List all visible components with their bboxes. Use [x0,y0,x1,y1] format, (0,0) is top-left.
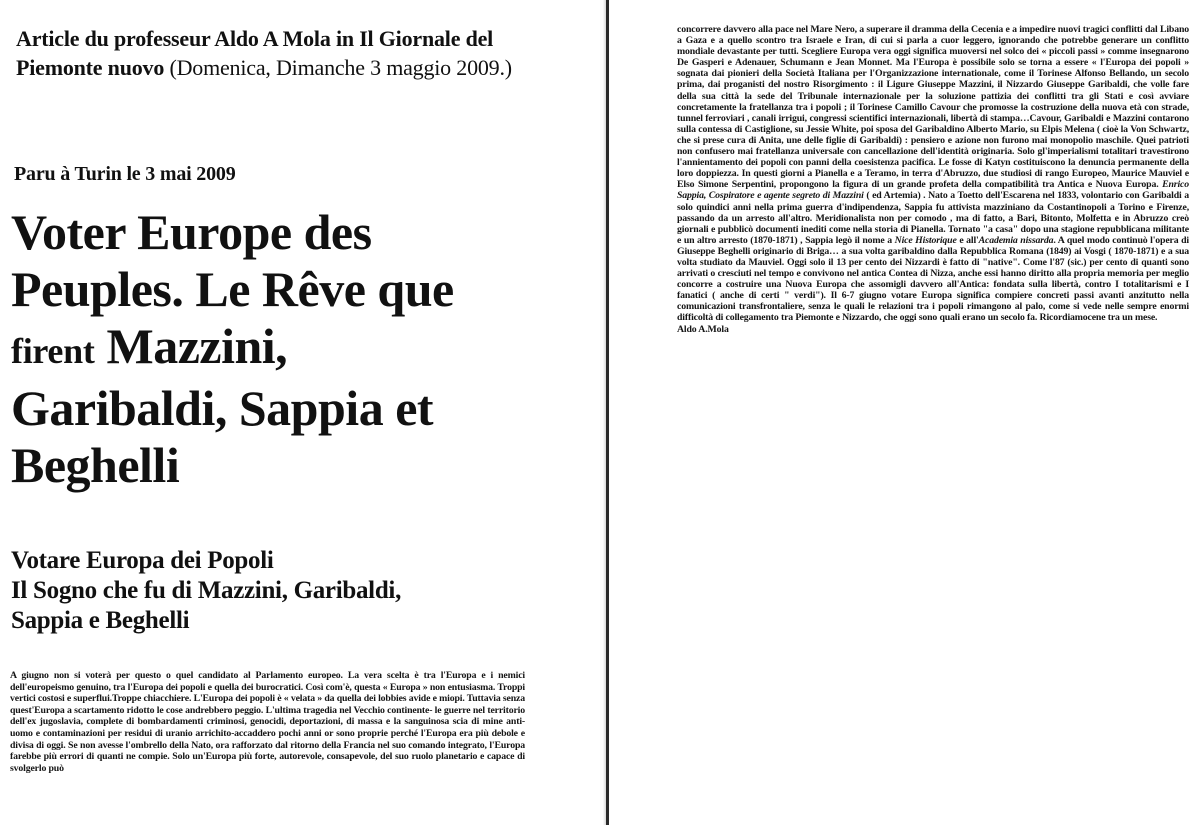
article-text-part-4: . A quel modo continuò l'opera di Giuseppe Beghelli originario di Briga… a sua volta garibaldino dalla Repubblica Romana (1849) ai Vosgi ( 1870-1871) e a sua volta studiato da Mauviel. Oggi solo il 13 per cento dei Nizzardi è fatto di "native". Come l'87 (sic.) per cento di quanti sono arrivati o cresciuti nel tempo e convivono nel antica Contea di Nizza, anche essi hanno diritto alla propria memoria per meglio concorre a costruire una Nuova Europa che assomigli davvero all'Antica: fondata sulla libertà, contro I totalitarismi e I fanatici ( anche di certi " verdi"). Il 6-7 giugno votare Europa significa compiere concreti passi avanti anzitutto nella comunicazioni transfrontaliere, senza le quali le relazioni tra i popoli rimangono al palo, come si vede nelle sempre enormi difficoltà di collegamento tra Piemonte e Nizzardo, che oggi sono quali erano un secolo fa. Ricordiamocene tra un mese. [677,234,1189,324]
french-title [11,204,591,494]
french-title-line-1: Voter Europe des [11,204,372,260]
italian-title [11,546,581,636]
article-body-start: A giugno non si voterà per questo o quel candidato al Parlamento europeo. La vera scelta è tra l'Europa e i nemici dell'europeismo genuino, tra l'Europa dei popoli e quella dei burocratici. Così com'è, questa « Europa » non entusiasma. Troppi vertici costosi e superflui.Troppe chiacchiere. L'Europa dei popoli è « velata » da quella dei lobbies avide e miopi. Tuttavia senza quest'Europa a scartamento ridotto le cose andrebbero peggio. L'ultima tragedia nel Vecchio continente- le guerre nel territorio dell'ex jugoslavia, complete di bombardamenti criminosi, genocidi, deportazioni, di massa e la sanguinosa scia di mine anti-uomo e contaminazioni per residui di uranio arrichito-accaddero pochi anni or sono proprie perché l'Europa era più debole e divisa di oggi. Se non avesse l'ombrello della Nato, ora rafforzato dal ritorno della Francia nel suo comando integrato, l'Europa farebbe più errori di quanti ne compie. Solo un'Europa più forte, autorevole, consapevole, del suo ruolo planetario e capace di svolgerlo può [10,670,525,774]
header-date: (Domenica, Dimanche 3 maggio 2009.) [169,55,512,80]
french-title-line-3 [11,318,591,380]
book-title: Enrico Sappia, Cospiratore e agente segreto di Mazzini [677,179,1189,202]
french-title-line-5: Beghelli [11,437,180,493]
french-title-firent: firent [11,331,95,371]
publication-line: Paru à Turin le 3 mai 2009 [14,163,236,185]
article-text-part-2: ( ed Artemia) . Nato a Toetto dell'Escarena nel 1833, volontario con Garibaldi a solo quindici anni nella prima guerra d'indipendenza, Sappia fu attivista mazziniano da Costantinopoli a Torino e Firenze, passando da un arresto all'altro. Meridionalista non per comodo , ma di fatto, a Bari, Bitonto, Molfetta e in Abruzzo creò giornali e pubblicò documenti inediti come nella storia di Pianella. Tornato "a casa" dopo una stagione repubblicana militante e un altro arresto (1870-1871) , Sappia legò il nome a [677,190,1189,246]
french-title-line-2: Peuples. Le Rêve que [11,261,454,317]
french-title-mazzini: Mazzini, [106,318,288,374]
article-header [16,24,556,82]
journal-title-nice-historique: Nice Historique [894,234,957,246]
article-body-continued [677,24,1189,335]
italian-title-line-1: Votare Europa dei Popoli [11,547,274,574]
author-signature: Aldo A.Mola [677,323,729,335]
french-title-line-4: Garibaldi, Sappia et [11,380,434,436]
journal-title-academia-nissarda: Academia nissarda [978,234,1054,246]
article-text-part-1: concorrere davvero alla pace nel Mare Nero, a superare il dramma della Cecenia e a impedire nuovi tragici conflitti dal Libano a Gaza e a quello scontro tra Israele e Iran, di cui si parla a cuor leggero, ignorando che potrebbe generare un conflitto mondiale devastante per tutti. Scegliere Europa vera oggi significa muoversi nel solco dei « piccoli passi » comme insegnarono De Gasperi e Adenauer, Schumann e Jean Monnet. Ma l'Europa è possibile solo se torna a essere « l'Europa dei popoli » sognata dai pionieri della Società Italiana per l'Organizzazione internationale, come il Torinese Alfonso Bellando, un secolo prima, dai proganisti del nostro Risorgimento : il Ligure Giuseppe Mazzini, il Nizzardo Giuseppe Garibaldi, che volle fare della sua città la sede del Tribunale internazionale per la soluzione pattizia dei conflitti tra gli Stati e così avviare concretamente la fratellanza tra i popoli ; il Torinese Camillo Cavour che promosse la costruzione della nuova età con strade, tunnel ferroviari , canali irrigui, congressi scientifici internazionali, libertà di stampa…Cavour, Garibaldi e Mazzini contarono sulla contessa di Castiglione, su Jessie White, poi sposa del Garibaldino Alberto Mario, su Elpis Melena ( cioè la Von Schwartz, che si prese cura di Anita, une delle figlie di Garibaldi) : pensiero e azione non furono mai monopolio maschile. Quei patrioti non confusero mai fratellanza universale con cancellazione dell'identità originaria. Solo gl'imperialismi totalitari travestirono l'annientamento dei popoli con panni della coesistenza pacifica. Le fosse di Katyn costituiscono la denuncia permanente della loro doppiezza. In questi giorni a Pianella e a Teramo, in terra d'Abruzzo, due studiosi di rango Europeo, Maurice Mauviel e Elso Simone Serpentini, propongono la figura di un grande profeta della compatibilità tra Antica e Nuova Europa. [677,24,1189,191]
header-source: Article du professeur Aldo A Mola in Il Giornale del Piemonte nuovo [16,26,494,80]
article-paragraph [677,24,1189,324]
italian-title-line-3: Sappia e Beghelli [11,607,190,634]
article-text-part-3: e all' [959,234,979,246]
right-page [609,0,1200,825]
italian-title-line-2: Il Sogno che fu di Mazzini, Garibaldi, [11,577,402,604]
